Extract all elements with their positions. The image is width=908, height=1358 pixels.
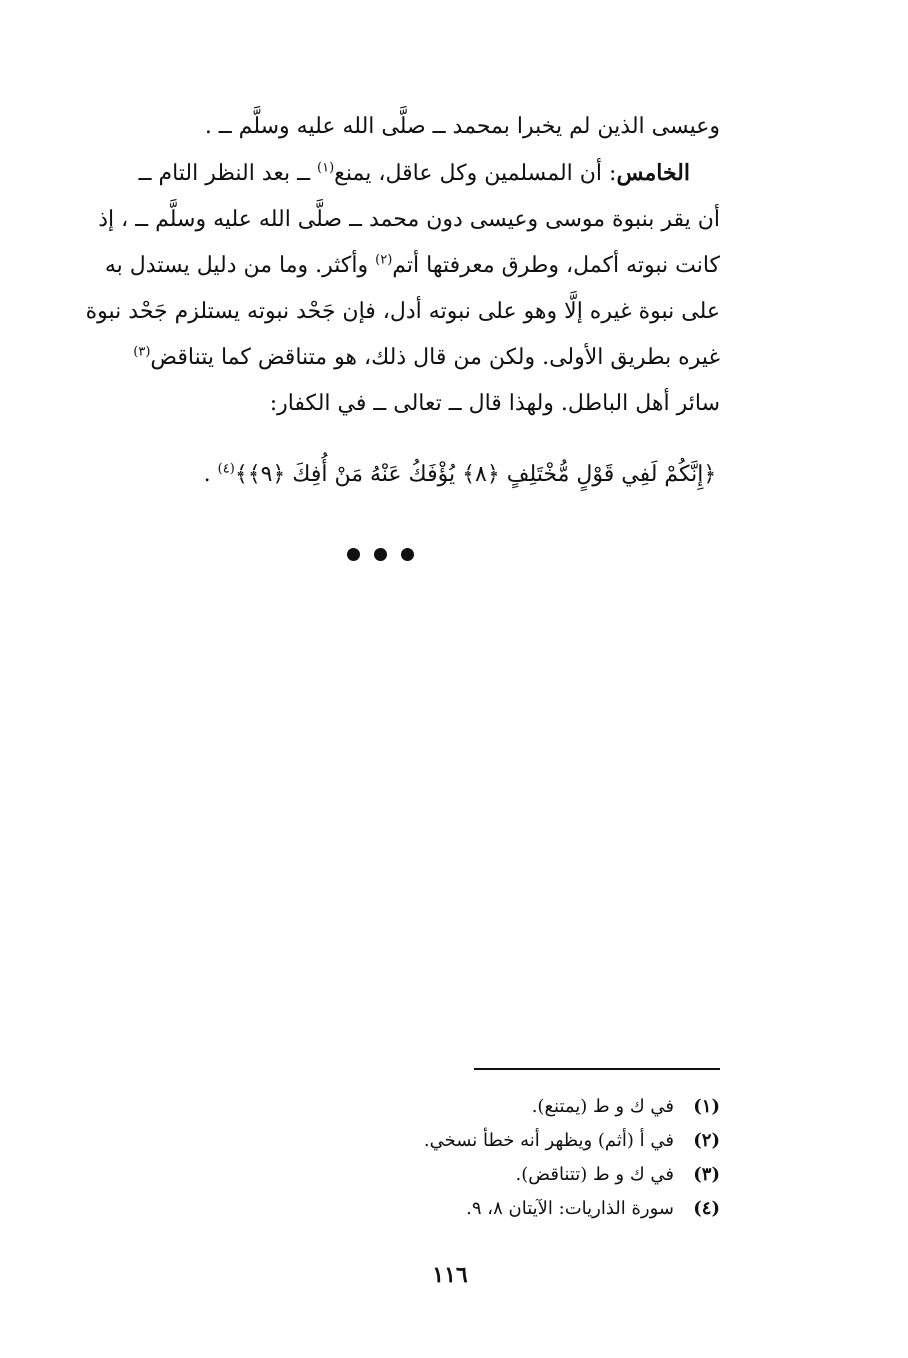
quran-end-punctuation: . bbox=[203, 462, 218, 487]
quran-verse: ﴿إِنَّكُمْ لَفِي قَوْلٍ مُّخْتَلِفٍ ﴿٨﴾ يُؤْفَكُ عَنْهُ مَنْ أُفِكَ ﴿٩﴾﴾ bbox=[234, 462, 717, 487]
line4-text-b: وأكثر. وما من دليل يستدل به bbox=[104, 253, 376, 278]
separator-dot bbox=[401, 548, 414, 561]
footnote-number: (٢) bbox=[693, 1130, 720, 1151]
footnote-text: في ك و ط (تتناقض). bbox=[515, 1164, 674, 1185]
footnote-divider bbox=[474, 1068, 720, 1070]
text-line-3 bbox=[98, 197, 720, 243]
footnote-text: في ك و ط (يمتنع). bbox=[531, 1096, 674, 1117]
footnote-marker-3[interactable]: (٣) bbox=[133, 344, 151, 360]
section-separator-dots bbox=[330, 548, 430, 561]
footnote-number: (١) bbox=[693, 1096, 720, 1117]
separator-dot bbox=[374, 548, 387, 561]
footnote-marker-4[interactable]: (٤) bbox=[217, 461, 235, 477]
line2-text-a: : أن المسلمين وكل عاقل، يمنع bbox=[334, 161, 617, 186]
line2-text-b: ــ بعد النظر التام ــ bbox=[138, 161, 318, 186]
paragraph-label: الخامس bbox=[616, 160, 690, 186]
text-line-2 bbox=[138, 150, 720, 197]
main-text-block bbox=[85, 104, 720, 427]
footnote-number: (٤) bbox=[693, 1198, 720, 1219]
footnotes-section bbox=[200, 1090, 720, 1226]
footnote-item bbox=[200, 1090, 720, 1124]
text-line-1 bbox=[180, 104, 720, 150]
footnote-number: (٣) bbox=[693, 1164, 720, 1185]
footnote-item bbox=[200, 1192, 720, 1226]
quran-verse-line bbox=[200, 455, 720, 495]
line3-text: أن يقر بنبوة موسى وعيسى دون محمد ــ صلَّى الله عليه وسلَّم ــ ، إذ bbox=[98, 207, 720, 232]
line1-text: وعيسى الذين لم يخبرا بمحمد ــ صلَّى الله عليه وسلَّم ــ . bbox=[204, 114, 720, 139]
footnote-item bbox=[200, 1158, 720, 1192]
text-line-4 bbox=[104, 243, 720, 289]
page-number: ١١٦ bbox=[432, 1262, 468, 1288]
footnote-marker-1[interactable]: (١) bbox=[317, 160, 335, 176]
line5-text: على نبوة غيره إلَّا وهو على نبوته أدل، فإن جَحْد نبوته يستلزم جَحْد نبوة bbox=[85, 299, 720, 324]
line4-text-a: كانت نبوته أكمل، وطرق معرفتها أتم bbox=[392, 253, 720, 278]
text-line-5 bbox=[85, 289, 720, 335]
separator-dot bbox=[347, 548, 360, 561]
line6-text: غيره بطريق الأولى. ولكن من قال ذلك، هو متناقض كما يتناقض bbox=[150, 345, 720, 370]
text-line-6 bbox=[133, 335, 720, 381]
footnote-item bbox=[200, 1124, 720, 1158]
footnote-marker-2[interactable]: (٢) bbox=[375, 252, 393, 268]
footnote-text: سورة الذاريات: الآيتان ٨، ٩. bbox=[466, 1198, 674, 1219]
text-line-7 bbox=[180, 381, 720, 427]
line7-text: سائر أهل الباطل. ولهذا قال ــ تعالى ــ في الكفار: bbox=[269, 391, 720, 416]
footnote-text: في أ (أثم) ويظهر أنه خطأ نسخي. bbox=[423, 1130, 674, 1151]
